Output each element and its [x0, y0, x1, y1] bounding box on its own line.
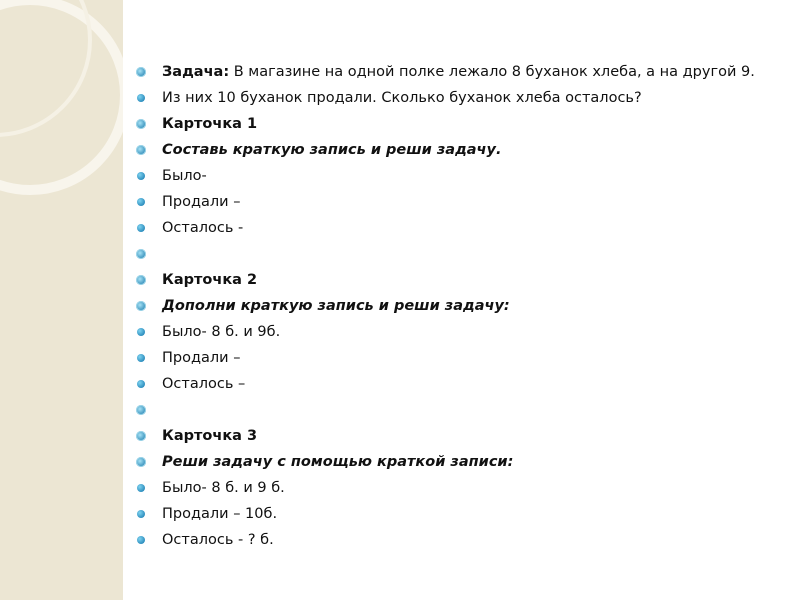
bullet-icon [137, 328, 145, 336]
card-1-instruction [130, 140, 790, 160]
card-3-title [130, 426, 790, 446]
card-3-sold-text: Продали – 10б. [162, 506, 278, 522]
card-1-left [130, 218, 790, 238]
card-3-left-text: Осталось - ? б. [162, 532, 274, 548]
card-2-was-text: Было- 8 б. и 9б. [162, 324, 281, 340]
card-2-instruction-text: Дополни краткую запись и реши задачу: [162, 298, 510, 314]
bullet-icon [136, 67, 146, 77]
empty-row [130, 244, 790, 264]
task-text: В магазине на одной полке лежало 8 буханок хлеба, а на другой 9. [229, 64, 755, 80]
card-2-title-text: Карточка 2 [162, 272, 258, 288]
card-2-sold-text: Продали – [162, 350, 241, 366]
decorative-side-panel [0, 0, 123, 600]
card-1-was-text: Было- [162, 168, 207, 184]
card-2-left-text: Осталось – [162, 376, 246, 392]
bullet-icon [136, 431, 146, 441]
bullet-icon [137, 536, 145, 544]
decorative-ring-small [0, 0, 90, 135]
bullet-icon [137, 198, 145, 206]
bullet-icon [137, 484, 145, 492]
slide-content [130, 62, 790, 556]
bullet-icon [136, 457, 146, 467]
bullet-icon [136, 119, 146, 129]
bullet-icon [136, 145, 146, 155]
card-1-instruction-text: Составь краткую запись и реши задачу. [162, 142, 502, 158]
task-row [130, 62, 790, 82]
card-1-was [130, 166, 790, 186]
card-2-was [130, 322, 790, 342]
bullet-icon [137, 510, 145, 518]
card-3-title-text: Карточка 3 [162, 428, 258, 444]
bullet-icon [136, 275, 146, 285]
card-2-sold [130, 348, 790, 368]
card-2-title [130, 270, 790, 290]
bullet-icon [136, 301, 146, 311]
bullet-icon [137, 172, 145, 180]
bullet-icon [137, 354, 145, 362]
bullet-icon [137, 94, 145, 102]
bullet-icon [137, 224, 145, 232]
decorative-rings [0, 0, 123, 600]
task-question-row [130, 88, 790, 108]
card-1-title-text: Карточка 1 [162, 116, 258, 132]
bullet-icon [136, 249, 146, 259]
card-3-instruction-text: Реши задачу с помощью краткой записи: [162, 454, 514, 470]
bullet-icon [137, 380, 145, 388]
task-label: Задача: [162, 64, 230, 80]
card-3-instruction [130, 452, 790, 472]
card-3-was [130, 478, 790, 498]
card-3-was-text: Было- 8 б. и 9 б. [162, 480, 285, 496]
card-2-left [130, 374, 790, 394]
card-1-left-text: Осталось - [162, 220, 244, 236]
card-1-sold-text: Продали – [162, 194, 241, 210]
empty-row [130, 400, 790, 420]
bullet-icon [136, 405, 146, 415]
card-1-sold [130, 192, 790, 212]
task-question: Из них 10 буханок продали. Сколько буханок хлеба осталось? [162, 90, 642, 106]
card-1-title [130, 114, 790, 134]
card-3-sold [130, 504, 790, 524]
decorative-ring-large [0, 0, 123, 190]
card-2-instruction [130, 296, 790, 316]
card-3-left [130, 530, 790, 550]
